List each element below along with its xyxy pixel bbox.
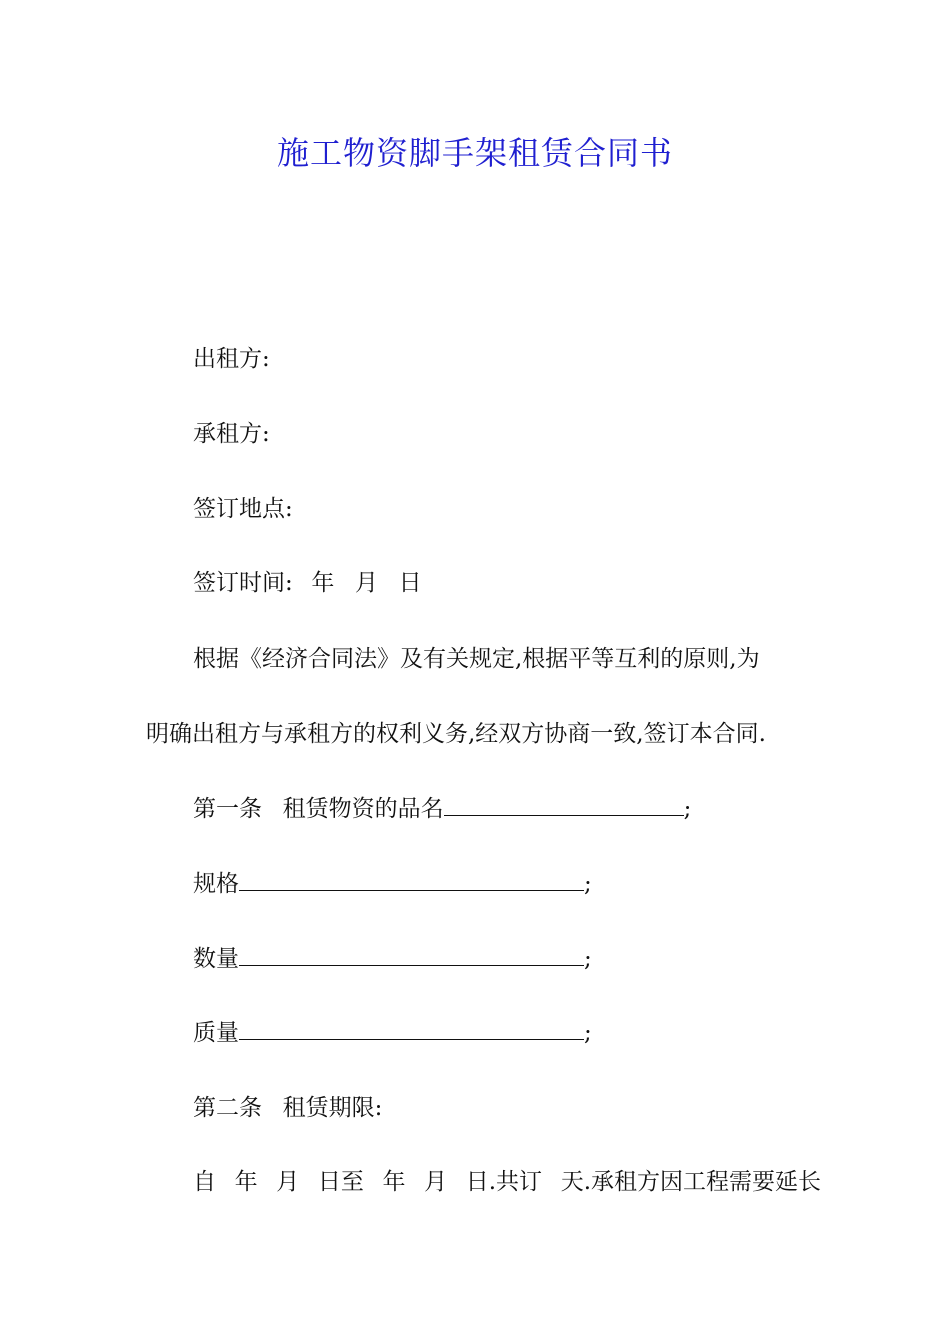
- specification-blank: [239, 866, 584, 891]
- quality-label: 质量: [193, 1020, 239, 1046]
- signing-time-line: [193, 566, 422, 600]
- term-from: 自: [193, 1169, 216, 1195]
- signing-month-unit: 月: [355, 570, 378, 596]
- document-title: 施工物资脚手架租赁合同书: [276, 134, 673, 172]
- term-total: 日.共订: [465, 1169, 543, 1195]
- quantity-line: [193, 941, 592, 976]
- item-name-blank: [444, 791, 684, 816]
- quality-line: [193, 1015, 592, 1050]
- lessor-line: [193, 342, 270, 376]
- term-to: 日至: [317, 1169, 364, 1195]
- quantity-blank: [239, 941, 584, 966]
- signing-place-line: [193, 492, 293, 526]
- article-2-line: [193, 1091, 382, 1125]
- term-end-month-unit: 月: [424, 1169, 448, 1195]
- quality-semicolon: ;: [584, 1020, 592, 1046]
- term-end-year-unit: 年: [382, 1169, 406, 1195]
- article-2-label: 第二条: [193, 1095, 262, 1121]
- lease-term-line: [193, 1165, 821, 1199]
- specification-semicolon: ;: [584, 871, 592, 897]
- article-2-text: 租赁期限:: [282, 1095, 383, 1121]
- quantity-label: 数量: [193, 946, 239, 972]
- article-1-text: 租赁物资的品名: [282, 796, 444, 822]
- signing-year-unit: 年: [311, 570, 335, 596]
- quantity-semicolon: ;: [584, 946, 592, 972]
- term-start-year-unit: 年: [234, 1169, 258, 1195]
- item-name-semicolon: ;: [683, 796, 692, 822]
- term-start-month-unit: 月: [276, 1169, 300, 1195]
- lessee-line: [193, 417, 270, 451]
- article-1-line: [193, 791, 691, 826]
- quality-blank: [239, 1015, 584, 1040]
- specification-line: [193, 866, 592, 901]
- article-1-label: 第一条: [193, 796, 262, 822]
- lessor-label: 出租方:: [193, 346, 270, 372]
- intro-paragraph-line-2: 明确出租方与承租方的权利义务,经双方协商一致,签订本合同.: [146, 721, 766, 747]
- specification-label: 规格: [193, 871, 239, 897]
- signing-time-label: 签订时间:: [193, 570, 293, 596]
- signing-day-unit: 日: [398, 570, 422, 596]
- term-tail: 天.承租方因工程需要延长: [560, 1169, 821, 1195]
- signing-place-label: 签订地点:: [193, 496, 293, 522]
- lessee-label: 承租方:: [193, 421, 270, 447]
- intro-paragraph-line-1: 根据《经济合同法》及有关规定,根据平等互利的原则,为: [193, 646, 760, 672]
